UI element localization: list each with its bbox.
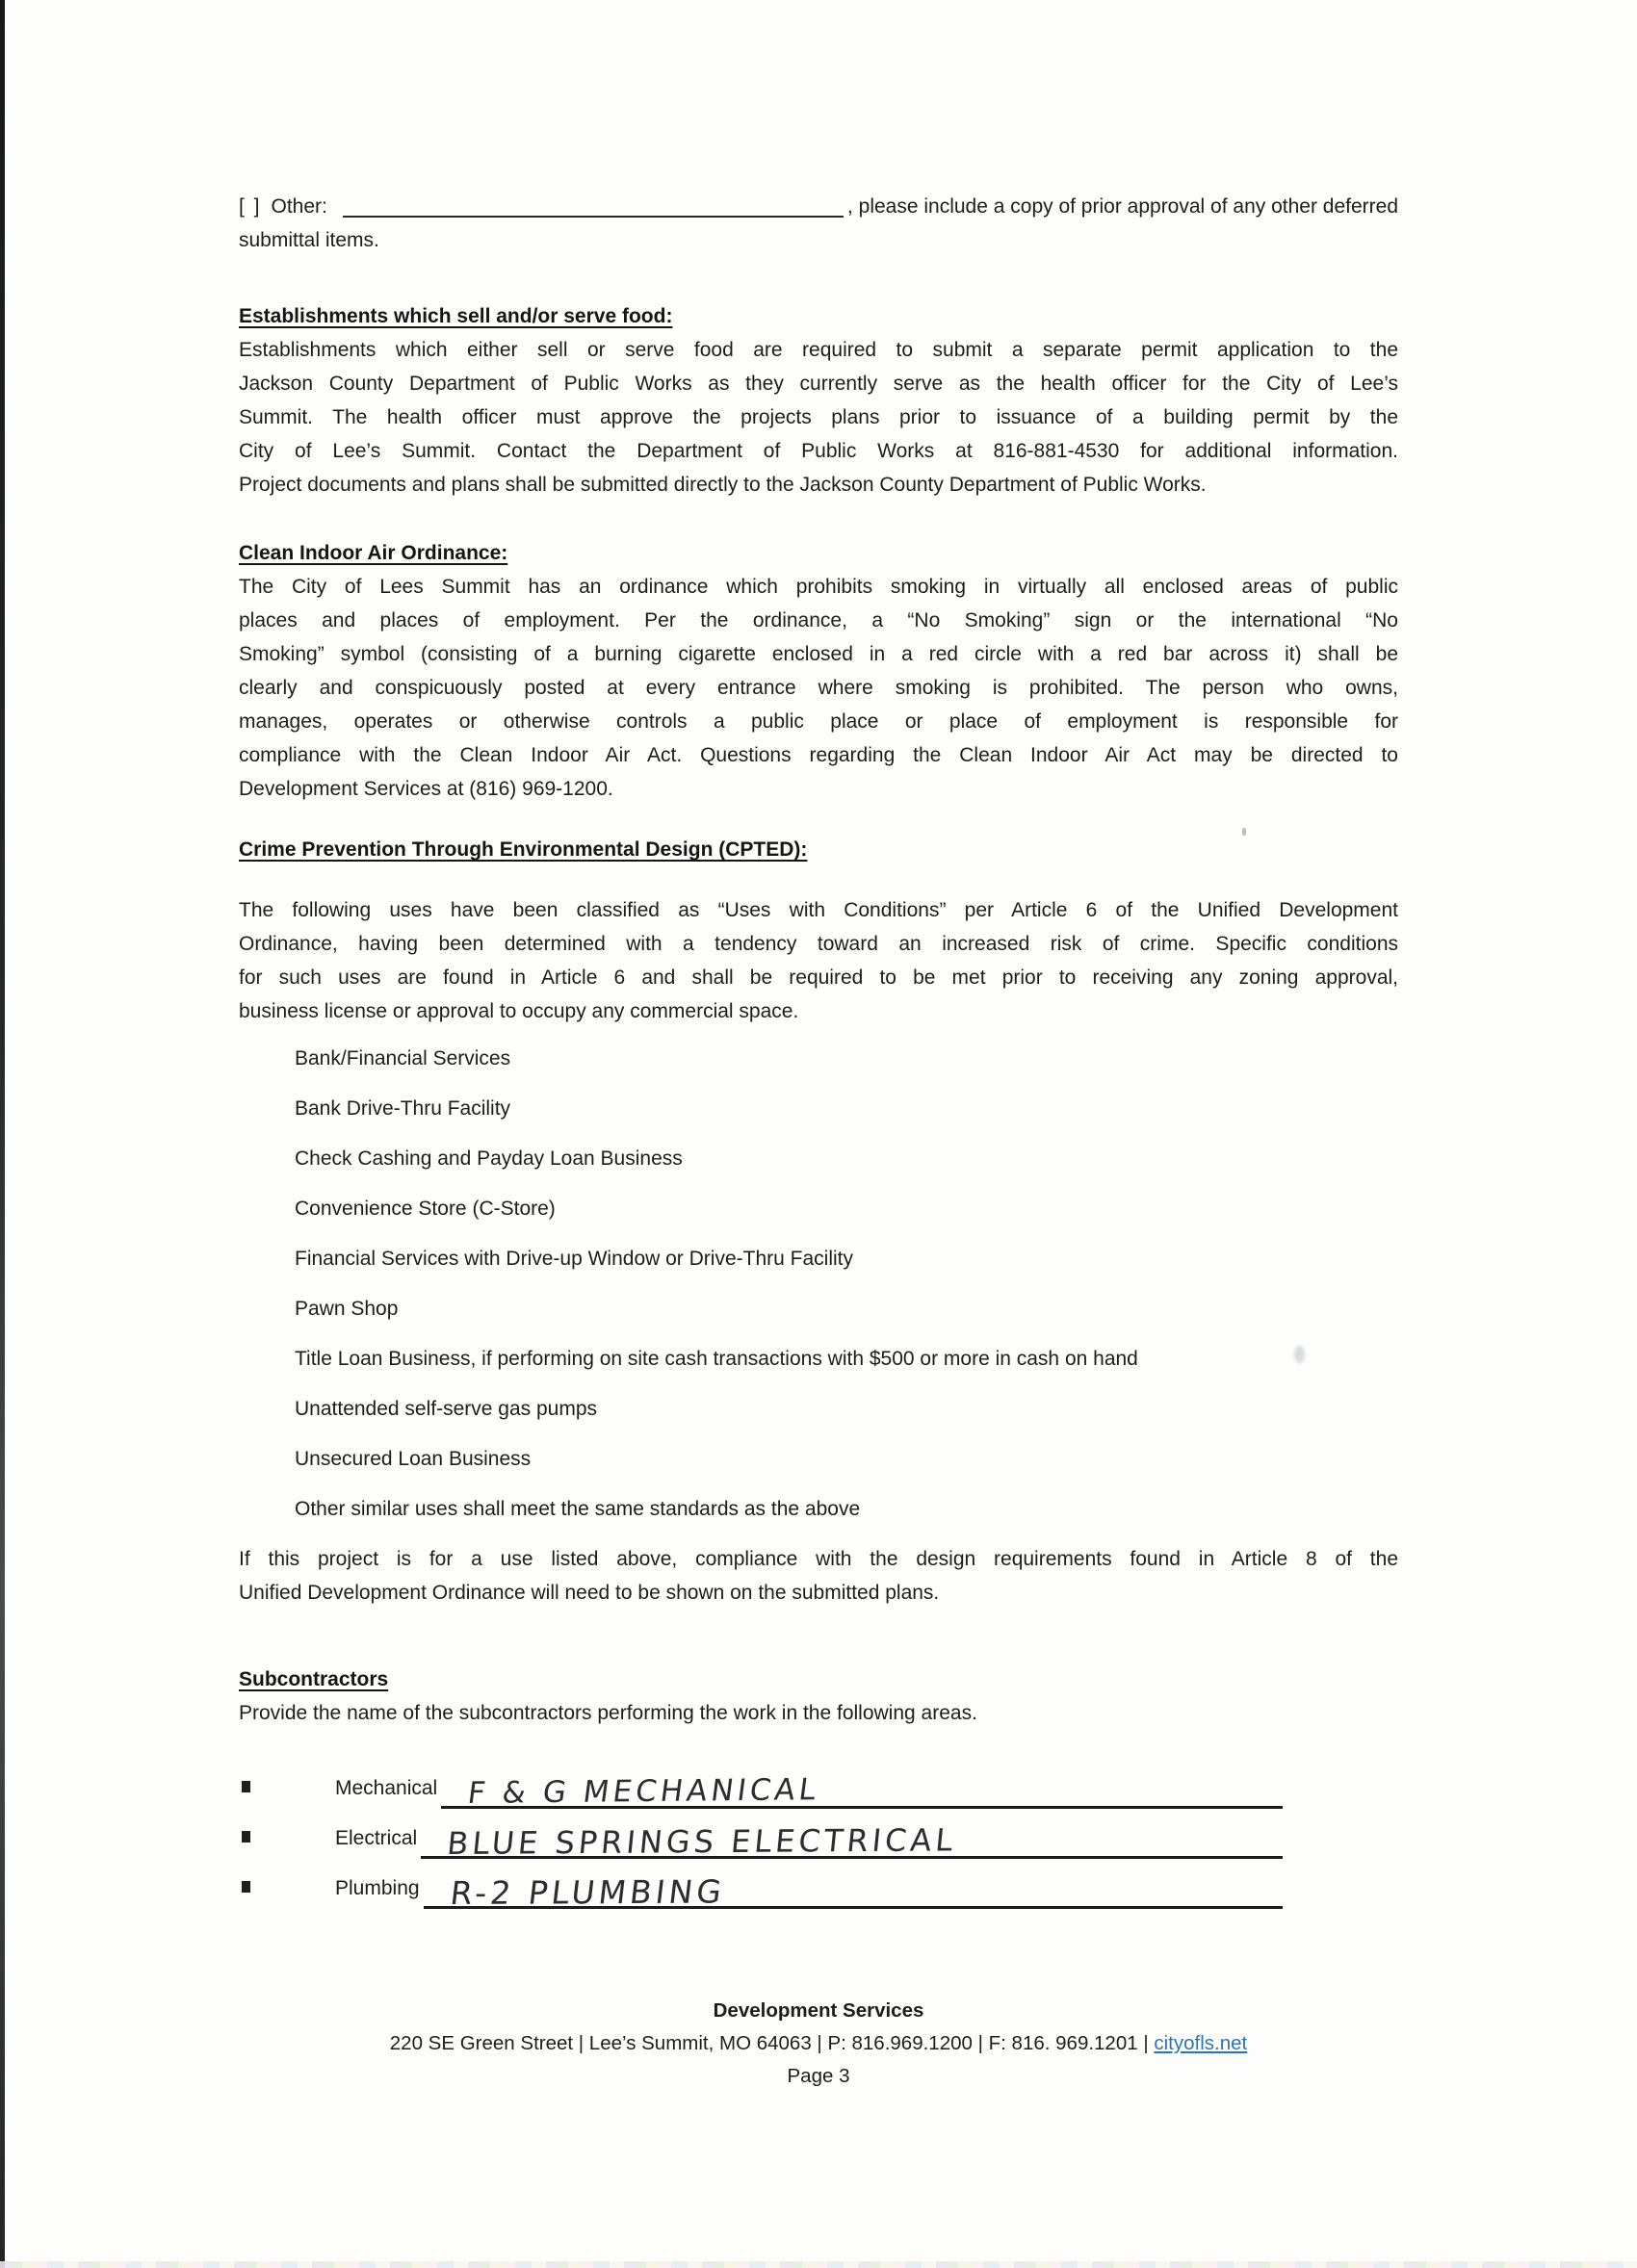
subcontractor-label: Electrical xyxy=(335,1827,418,1849)
cpted-heading: Crime Prevention Through Environmental Design (CPTED): xyxy=(239,838,808,861)
closing-paragraph xyxy=(239,1542,1398,1610)
subcontractor-row-electrical xyxy=(239,1809,1398,1862)
use-item: Financial Services with Drive-up Window or Drive-Thru Facility xyxy=(295,1248,853,1270)
use-item: Unsecured Loan Business xyxy=(295,1448,532,1470)
clean-air-heading: Clean Indoor Air Ordinance: xyxy=(239,542,508,564)
mechanical-field[interactable] xyxy=(441,1772,1283,1811)
paragraph-line: manages, operates or otherwise controls a public place or place of employment is responsible for xyxy=(239,710,1398,733)
plumbing-field[interactable] xyxy=(424,1872,1283,1912)
paragraph-line: Jackson County Department of Public Works as they currently serve as the health officer for the City of Lee’s xyxy=(239,373,1398,395)
uses-with-conditions-list xyxy=(239,1042,1398,1526)
cpted-paragraph xyxy=(239,893,1398,1028)
use-item: Bank Drive-Thru Facility xyxy=(295,1097,511,1120)
footer-org-name: Development Services xyxy=(713,1999,924,2022)
handwritten-mechanical-value: F & G MECHANICAL xyxy=(465,1772,822,1811)
subcontractors-heading: Subcontractors xyxy=(239,1668,389,1690)
footer-page-number: Page 3 xyxy=(787,2065,850,2087)
paragraph-line: The City of Lees Summit has an ordinance which prohibits smoking in virtually all enclosed areas of public xyxy=(239,576,1398,598)
paragraph-line: business license or approval to occupy any commercial space. xyxy=(239,1000,799,1022)
paragraph-line: Unified Development Ordinance will need to be shown on the submitted plans. xyxy=(239,1582,940,1604)
page-footer xyxy=(0,1995,1637,2093)
handwritten-electrical-value: BLUE SPRINGS ELECTRICAL xyxy=(445,1821,959,1862)
other-checkbox[interactable]: [ ] xyxy=(239,195,262,218)
paragraph-line: If this project is for a use listed above, compliance with the design requirements found in Article 8 of the xyxy=(239,1548,1398,1570)
subcontractor-rows xyxy=(239,1759,1398,1912)
bullet-square-icon xyxy=(242,1781,250,1792)
subcontractors-intro: Provide the name of the subcontractors performing the work in the following areas. xyxy=(239,1702,977,1724)
scan-smudge xyxy=(1294,1346,1305,1363)
footer-website-link[interactable]: cityofls.net xyxy=(1154,2032,1248,2054)
paragraph-line: City of Lee’s Summit. Contact the Department of Public Works at 816-881-4530 for additional information. xyxy=(239,440,1398,462)
other-after-text: , please include a copy of prior approval of any other deferred xyxy=(846,195,1398,218)
use-item: Convenience Store (C-Store) xyxy=(295,1198,556,1220)
use-item: Unattended self-serve gas pumps xyxy=(295,1398,598,1420)
bullet-square-icon xyxy=(242,1881,250,1893)
document-body xyxy=(239,190,1398,1912)
food-section-heading: Establishments which sell and/or serve food: xyxy=(239,305,673,327)
electrical-field[interactable] xyxy=(421,1821,1283,1862)
paragraph-line: Development Services at (816) 969-1200. xyxy=(239,778,613,800)
paragraph-line: clearly and conspicuously posted at every entrance where smoking is prohibited. The person who owns, xyxy=(239,677,1398,699)
paragraph-line: Summit. The health officer must approve the projects plans prior to issuance of a building permit by the xyxy=(239,406,1398,428)
subcontractor-label: Plumbing xyxy=(335,1877,420,1899)
paragraph-line: The following uses have been classified as “Uses with Conditions” per Article 6 of the Unified Development xyxy=(239,899,1398,921)
subcontractor-row-mechanical xyxy=(239,1759,1398,1809)
scan-left-edge-artifact xyxy=(0,0,5,2268)
use-item: Title Loan Business, if performing on site cash transactions with $500 or more in cash on hand xyxy=(295,1348,1138,1370)
paragraph-line: Establishments which either sell or serve food are required to submit a separate permit application to the xyxy=(239,339,1398,361)
other-line2: submittal items. xyxy=(239,229,379,251)
other-blank-field[interactable] xyxy=(343,194,844,218)
other-label: Other: xyxy=(271,195,327,218)
paragraph-line: compliance with the Clean Indoor Air Act. Questions regarding the Clean Indoor Air Act may be directed to xyxy=(239,744,1398,766)
scan-bottom-edge-artifact xyxy=(0,2261,1637,2268)
paragraph-line: Ordinance, having been determined with a tendency toward an increased risk of crime. Specific conditions xyxy=(239,933,1398,955)
food-paragraph xyxy=(239,333,1398,502)
use-item: Other similar uses shall meet the same standards as the above xyxy=(295,1498,861,1520)
use-item: Pawn Shop xyxy=(295,1298,399,1320)
footer-address xyxy=(0,2027,1637,2060)
footer-address-text: 220 SE Green Street | Lee’s Summit, MO 64063 | P: 816.969.1200 | F: 816. 969.1201 | xyxy=(389,2032,1155,2054)
scan-speck xyxy=(1242,828,1246,836)
bullet-square-icon xyxy=(242,1831,250,1843)
paragraph-line: places and places of employment. Per the ordinance, a “No Smoking” sign or the international “No xyxy=(239,609,1398,631)
other-deferred-row xyxy=(239,190,1398,223)
paragraph-line: Project documents and plans shall be submitted directly to the Jackson County Department of Public Works. xyxy=(239,474,1207,496)
subcontractor-label: Mechanical xyxy=(335,1777,438,1799)
use-item: Check Cashing and Payday Loan Business xyxy=(295,1147,683,1170)
paragraph-line: Smoking” symbol (consisting of a burning cigarette enclosed in a red circle with a red bar across it) shall be xyxy=(239,643,1398,665)
handwritten-plumbing-value: R-2 PLUMBING xyxy=(448,1872,727,1912)
use-item: Bank/Financial Services xyxy=(295,1047,511,1070)
paragraph-line: for such uses are found in Article 6 and shall be required to be met prior to receiving any zoning approval, xyxy=(239,966,1398,989)
subcontractor-row-plumbing xyxy=(239,1859,1398,1912)
clean-air-paragraph xyxy=(239,570,1398,806)
